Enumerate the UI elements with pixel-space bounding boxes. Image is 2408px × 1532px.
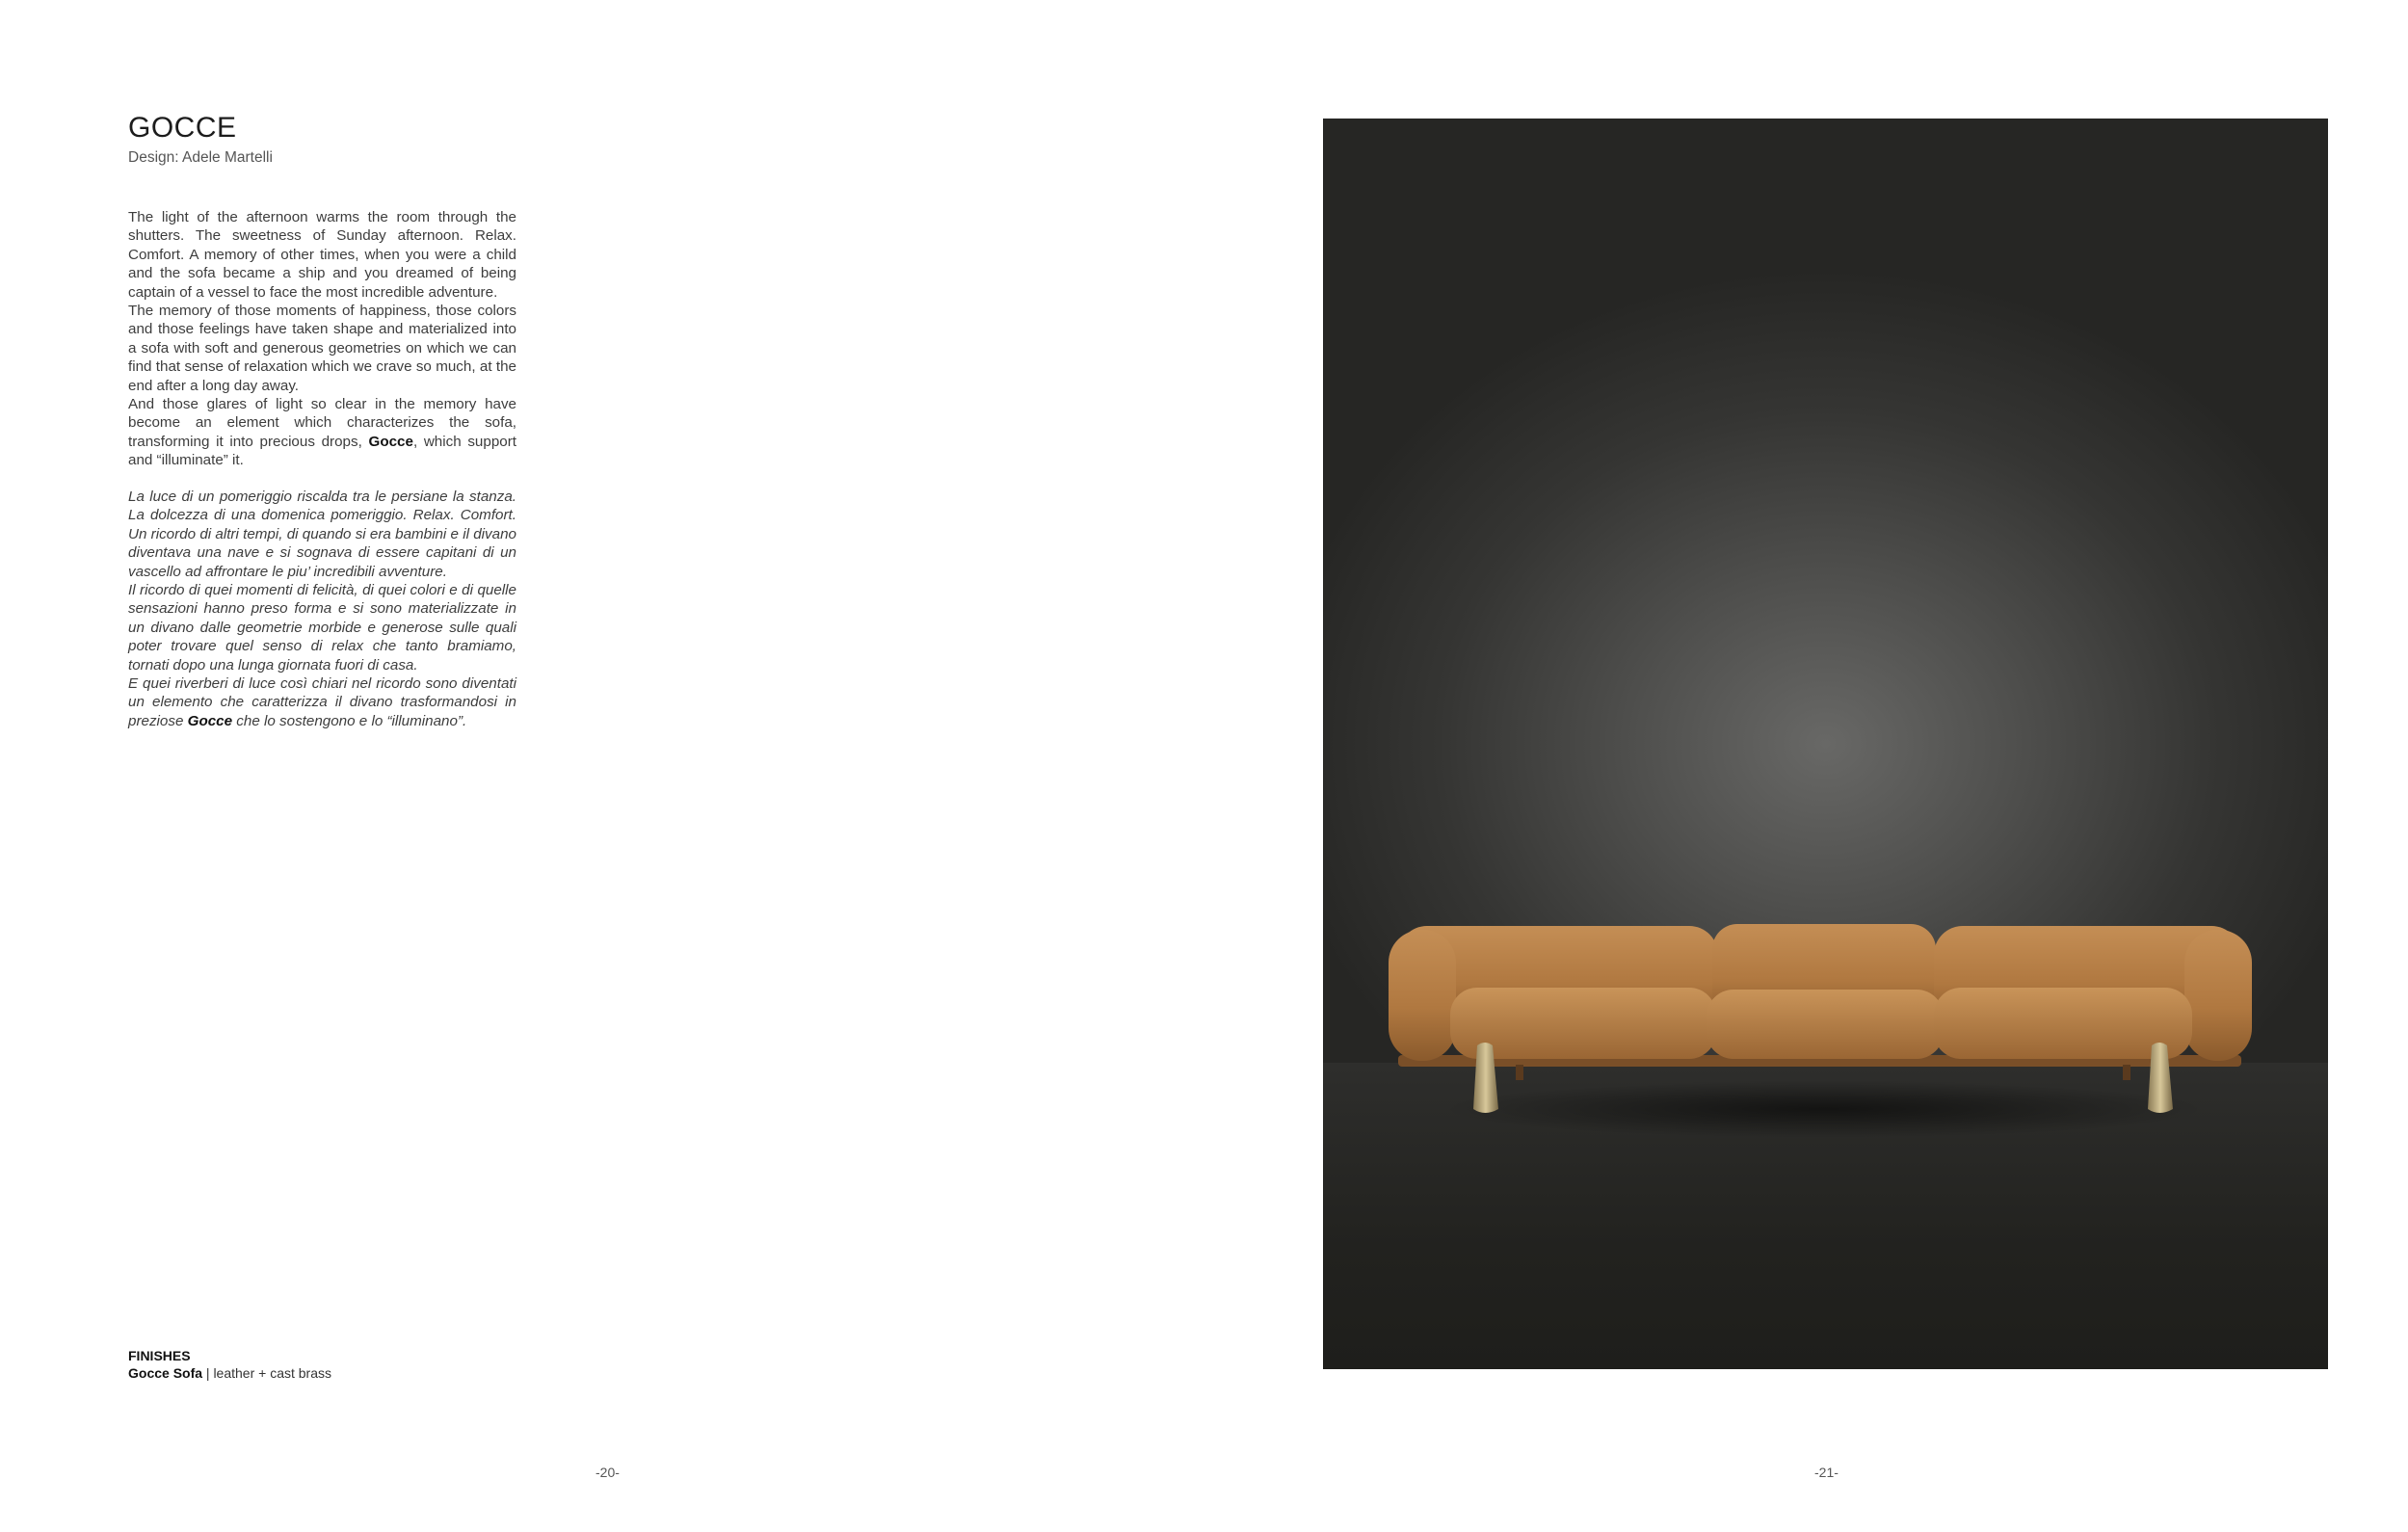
italian-p3-emphasis: Gocce	[187, 712, 233, 729]
italian-p3-end: che lo sostengono e lo “illuminano”.	[232, 712, 467, 729]
sofa-photo	[1323, 119, 2328, 1369]
sofa-illustration	[1323, 119, 2328, 1369]
italian-paragraph-1: La luce di un pomeriggio riscalda tra le persiane la stanza. La dolcezza di una domenica pomeriggio. Relax. Comfort. Un ricordo di altri tempi, di quando si era bambini e il divano diventava una nave e si sognava di essere capitani di un vascello ad affrontare le piu’ incredibili avventure.	[128, 489, 516, 580]
finishes-product: Gocce Sofa	[128, 1365, 203, 1381]
english-p3-end: , which support and “illuminate” it.	[128, 433, 516, 469]
english-paragraph-1: The light of the afternoon warms the room through the shutters. The sweetness of Sunday afternoon. Relax. Comfort. A memory of other times, when you were a child and the sofa became a ship and you dreamed of being captain of a vessel to face the most incredible adventure.	[128, 209, 516, 301]
english-description	[128, 208, 516, 470]
arm-right	[2184, 930, 2252, 1061]
finishes-label: FINISHES	[128, 1348, 191, 1363]
english-p3-emphasis: Gocce	[368, 433, 413, 450]
italian-paragraph-3	[128, 674, 516, 730]
finishes-detail: | leather + cast brass	[202, 1365, 332, 1381]
foot-rear-left	[1516, 1065, 1523, 1080]
italian-description	[128, 488, 516, 730]
page-number-right: -21-	[1814, 1465, 1839, 1480]
italian-paragraph-2: Il ricordo di quei momenti di felicità, di quei colori e di quelle sensazioni hanno preso forma e si sono materializzate in un divano dalle geometrie morbide e generose sulle quali poter trovare quel senso di relax che tanto bramiamo, tornati dopo una lunga giornata fuori di casa.	[128, 582, 516, 674]
foot-rear-right	[2123, 1065, 2130, 1080]
designer-credit: Design: Adele Martelli	[128, 149, 273, 166]
arm-left	[1389, 930, 1456, 1061]
english-paragraph-3	[128, 395, 516, 470]
italian-p3-start: E quei riverberi di luce così chiari nel ricordo sono diventati un elemento che caratterizza il divano trasformandosi in preziose	[128, 675, 516, 729]
finishes-block	[128, 1347, 331, 1382]
seat-cushion-middle	[1707, 990, 1944, 1059]
english-paragraph-2: The memory of those moments of happiness, those colors and those feelings have taken shape and materialized into a sofa with soft and generous geometries on which we can find that sense of relaxation which we crave so much, at the end after a long day away.	[128, 303, 516, 394]
page-number-left: -20-	[595, 1465, 620, 1480]
product-title: GOCCE	[128, 112, 237, 144]
english-p3-start: And those glares of light so clear in the memory have become an element which characterizes the sofa, transforming it into precious drops,	[128, 396, 516, 450]
